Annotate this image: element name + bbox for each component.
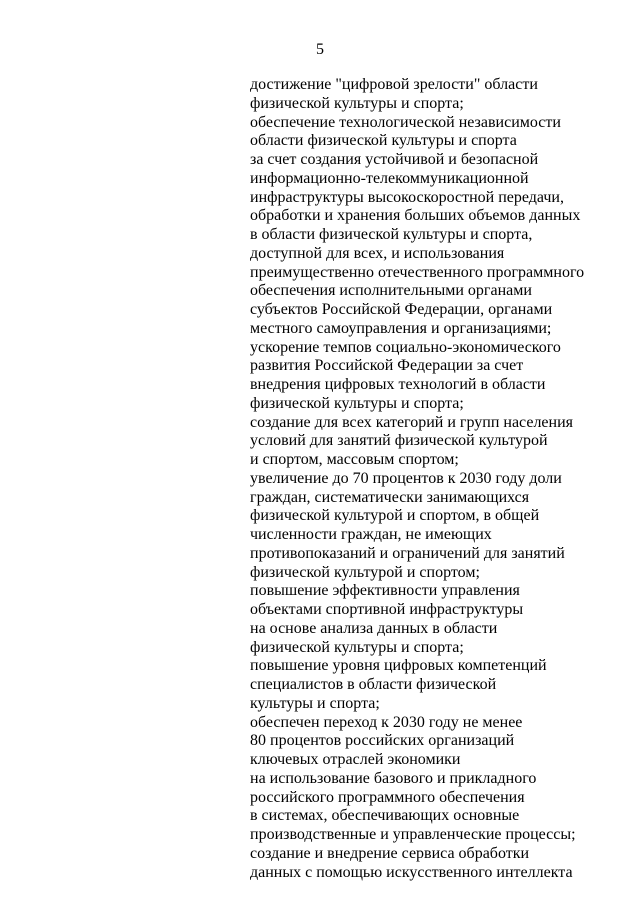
text-line: в системах, обеспечивающих основные — [250, 807, 520, 825]
text-line: преимущественно отечественного программного — [250, 263, 585, 281]
page-number: 5 — [316, 41, 324, 58]
text-line: создание для всех категорий и групп населения — [250, 413, 574, 431]
text-line: обеспечение технологической независимости — [250, 113, 561, 131]
text-line: специалистов в области физической — [250, 676, 497, 693]
text-line: ключевых отраслей экономики — [250, 751, 461, 768]
text-line: повышение эффективности управления — [250, 582, 520, 600]
text-line: физической культуры и спорта; — [250, 638, 464, 656]
document-body — [250, 76, 630, 882]
text-line: информационно-телекоммуникационной — [250, 169, 529, 187]
text-line: местного самоуправления и организациями; — [250, 319, 552, 337]
text-line: физической культурой и спортом; — [250, 563, 480, 581]
text-line: культуры и спорта; — [250, 694, 380, 712]
text-line: достижение "цифровой зрелости" области — [250, 76, 538, 93]
text-line: производственные и управленческие процессы; — [250, 826, 576, 843]
text-line: физической культуры и спорта; — [250, 94, 464, 112]
text-line: развития Российской Федерации за счет — [250, 357, 524, 375]
text-line: противопоказаний и ограничений для занятий — [250, 544, 565, 562]
text-line: внедрения цифровых технологий в области — [250, 376, 546, 393]
text-line: доступной для всех, и использования — [250, 244, 505, 262]
text-line: на основе анализа данных в области — [250, 619, 498, 637]
text-line: численности граждан, не имеющих — [250, 526, 492, 543]
text-line: обеспечен переход к 2030 году не менее — [250, 713, 523, 731]
text-line: объектами спортивной инфраструктуры — [250, 601, 524, 618]
text-line: увеличение до 70 процентов к 2030 году доли — [250, 469, 562, 487]
text-line: создание и внедрение сервиса обработки — [250, 844, 530, 862]
text-line: обработки и хранения больших объемов данных — [250, 207, 581, 225]
text-line: повышение уровня цифровых компетенций — [250, 657, 547, 675]
text-line: условий для занятий физической культурой — [250, 432, 548, 450]
text-line: физической культуры и спорта; — [250, 394, 464, 412]
text-line: российского программного обеспечения — [250, 788, 525, 806]
text-line: области физической культуры и спорта — [250, 132, 517, 150]
text-line: субъектов Российской Федерации, органами — [250, 301, 553, 318]
text-line: данных с помощью искусственного интеллекта — [250, 863, 573, 881]
text-line: обеспечения исполнительными органами — [250, 282, 532, 300]
text-line: физической культурой и спортом, в общей — [250, 507, 540, 525]
text-line: 80 процентов российских организаций — [250, 732, 515, 750]
text-line: на использование базового и прикладного — [250, 769, 537, 787]
text-line: инфраструктуры высокоскоростной передачи, — [250, 188, 564, 206]
text-line: и спортом, массовым спортом; — [250, 451, 459, 468]
text-line: в области физической культуры и спорта, — [250, 226, 533, 243]
text-line: ускорение темпов социально-экономического — [250, 338, 561, 356]
text-line: за счет создания устойчивой и безопасной — [250, 151, 539, 168]
text-line: граждан, систематически занимающихся — [250, 488, 530, 506]
